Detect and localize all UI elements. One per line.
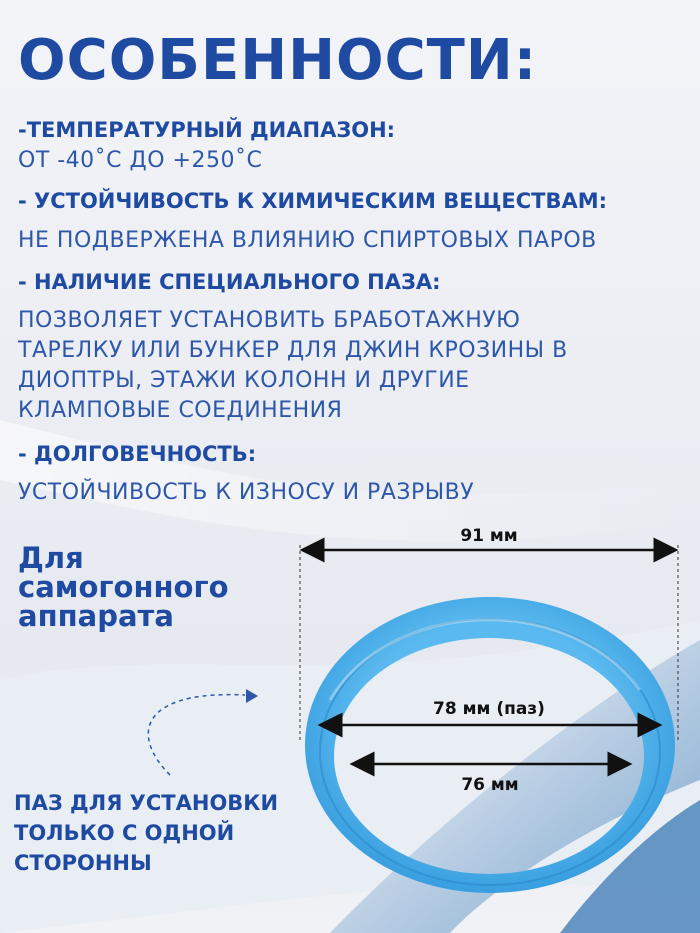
outer-dimension-label: 91 мм (460, 526, 518, 546)
inner-dimension-label: 76 мм (461, 775, 519, 795)
feature-heading-groove: - НАЛИЧИЕ СПЕЦИАЛЬНОГО ПАЗА: (18, 270, 441, 294)
usage-title-line-3: аппарата (18, 599, 174, 633)
feature-text-temperature: ОТ -40˚С ДО +250˚С (18, 148, 263, 173)
usage-title-line-2: самогонного (18, 570, 229, 604)
feature-text-durability: УСТОЙЧИВОСТЬ К ИЗНОСУ И РАЗРЫВУ (18, 480, 475, 505)
feature-text-groove-line-2: ТАРЕЛКУ ИЛИ БУНКЕР ДЛЯ ДЖИН КРОЗИНЫ В (18, 338, 568, 363)
usage-title-line-1: Для (18, 541, 84, 575)
groove-note-line-2: ТОЛЬКО С ОДНОЙ (14, 821, 235, 845)
silicone-gasket-ring (305, 597, 675, 893)
groove-note-line-3: СТОРОННЫ (14, 851, 152, 875)
feature-text-groove-line-1: ПОЗВОЛЯЕТ УСТАНОВИТЬ БРАБОТАЖНУЮ (18, 308, 521, 333)
groove-dimension-label: 78 мм (паз) (433, 699, 545, 719)
groove-note-line-1: ПАЗ ДЛЯ УСТАНОВКИ (14, 791, 279, 815)
feature-heading-temperature: -ТЕМПЕРАТУРНЫЙ ДИАПАЗОН: (18, 118, 396, 142)
feature-text-groove-line-3: ДИОПТРЫ, ЭТАЖИ КОЛОНН И ДРУГИЕ (18, 368, 470, 393)
feature-text-chemical: НЕ ПОДВЕРЖЕНА ВЛИЯНИЮ СПИРТОВЫХ ПАРОВ (18, 228, 597, 253)
page-title: ОСОБЕННОСТИ: (18, 28, 538, 93)
groove-pointer-arrow (148, 689, 258, 775)
feature-heading-chemical: - УСТОЙЧИВОСТЬ К ХИМИЧЕСКИМ ВЕЩЕСТВАМ: (18, 189, 608, 213)
feature-text-groove-line-4: КЛАМПОВЫЕ СОЕДИНЕНИЯ (18, 398, 343, 423)
feature-heading-durability: - ДОЛГОВЕЧНОСТЬ: (18, 442, 257, 466)
